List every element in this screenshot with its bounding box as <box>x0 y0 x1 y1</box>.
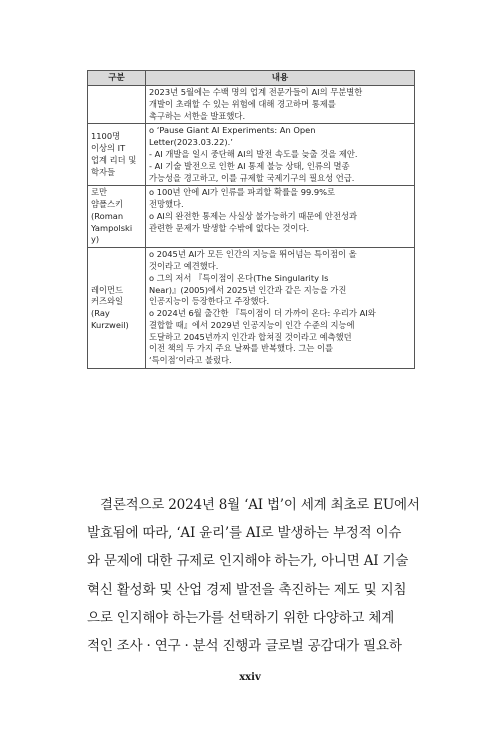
content-line: o 그의 저서 『특이점이 온다(The Singularity Is <box>149 272 329 283</box>
content-line: - AI 개발을 일시 중단해 AI의 발전 속도를 늦출 것을 제안. <box>149 148 358 159</box>
label-line: Kurzweil) <box>91 319 129 330</box>
label-line: 커즈와일 <box>91 296 124 307</box>
content-line: 도달하고 2045년까지 인간과 합쳐질 것이라고 예측했던 <box>149 331 352 342</box>
header-content: 내용 <box>146 71 415 86</box>
content-line: 개발이 초래할 수 있는 위험에 대해 경고하며 통제를 <box>149 98 336 109</box>
content-line: 전망했다. <box>149 199 184 210</box>
content-line: o 2024년 6월 출간한 『특이점이 더 가까이 온다: 우리가 AI와 <box>149 308 376 319</box>
content-line: Letter(2023.03.22).’ <box>149 137 233 148</box>
label-line: 레이먼드 <box>91 284 124 295</box>
content-line: ‘특이점’이라고 불렀다. <box>149 355 232 366</box>
content-line: 가능성을 경고하고, 이를 규제할 국제기구의 필요성 언급. <box>149 172 355 183</box>
content-line: 이전 책의 두 가지 주요 날짜를 반복했다. 그는 이를 <box>149 343 334 354</box>
table-header-row <box>88 71 415 86</box>
body-line: 적인 조사 · 연구 · 분석 진행과 글로벌 공감대가 필요하 <box>87 638 402 655</box>
label-line: 이상의 IT <box>91 143 126 154</box>
row-label <box>88 86 146 124</box>
row-content <box>146 86 415 124</box>
body-line: 혁신 활성화 및 산업 경제 발전을 촉진하는 제도 및 지침 <box>87 581 407 598</box>
label-line: y) <box>91 234 100 245</box>
content-line: 인공지능이 등장한다고 주장했다. <box>149 296 270 307</box>
label-line: (Roman <box>91 210 124 221</box>
label-line: 1100명 <box>91 131 121 142</box>
content-line: 2023년 5월에는 수백 명의 업계 전문가들이 AI의 무분별한 <box>149 87 363 98</box>
label-line: 로만 <box>91 187 108 198</box>
body-line: 결론적으로 2024년 8월 ‘AI 법’이 세계 최초로 EU에서 <box>100 497 420 513</box>
header-category: 구분 <box>88 71 146 86</box>
page-number: xxiv <box>239 672 261 683</box>
content-line: o 2045년 AI가 모든 인간의 지능을 뛰어넘는 특이점이 올 <box>149 249 357 260</box>
label-line: Yampolski <box>91 222 133 233</box>
table-row <box>88 186 415 248</box>
content-line: 것이라고 예견했다. <box>149 261 219 271</box>
label-line: (Ray <box>91 308 110 319</box>
row-content <box>146 124 415 186</box>
content-line: 결합할 때』에서 2029년 인공지능이 인간 수준의 지능에 <box>149 319 355 330</box>
content-line: Near)』(2005)에서 2025년 인간과 같은 지능을 가진 <box>149 284 347 295</box>
body-line: 발효됨에 따라, ‘AI 윤리’를 AI로 발생하는 부정적 이슈 <box>87 525 402 542</box>
table-row <box>88 124 415 186</box>
body-line: 으로 인지해야 하는가를 선택하기 위한 다양하고 체계 <box>87 609 395 626</box>
label-line: 업계 리더 및 <box>91 154 137 165</box>
content-line: - AI 기술 발전으로 인한 AI 통제 불능 상태, 인류의 멸종 <box>149 160 350 171</box>
content-line: o AI의 완전한 통제는 사실상 불가능하기 때문에 안전성과 <box>149 210 357 221</box>
row-content <box>146 248 415 369</box>
table-row <box>88 86 415 124</box>
content-line: 촉구하는 서한을 발표했다. <box>149 110 246 121</box>
table-row <box>88 248 415 369</box>
row-label <box>88 248 146 369</box>
row-label <box>88 186 146 248</box>
row-label <box>88 124 146 186</box>
content-line: 관련한 문제가 발생할 수밖에 없다는 것이다. <box>149 222 310 233</box>
label-line: 학자들 <box>91 166 116 177</box>
content-line: o 100년 안에 AI가 인류를 파괴할 확률을 99.9%로 <box>149 187 336 198</box>
body-line: 와 문제에 대한 규제로 인지해야 하는가, 아니면 AI 기술 <box>87 553 409 570</box>
info-table <box>87 70 415 369</box>
row-content <box>146 186 415 248</box>
body-paragraph <box>87 491 420 660</box>
label-line: 얌폴스키 <box>91 199 124 210</box>
content-line: o ‘Pause Giant AI Experiments: An Open <box>149 125 316 136</box>
